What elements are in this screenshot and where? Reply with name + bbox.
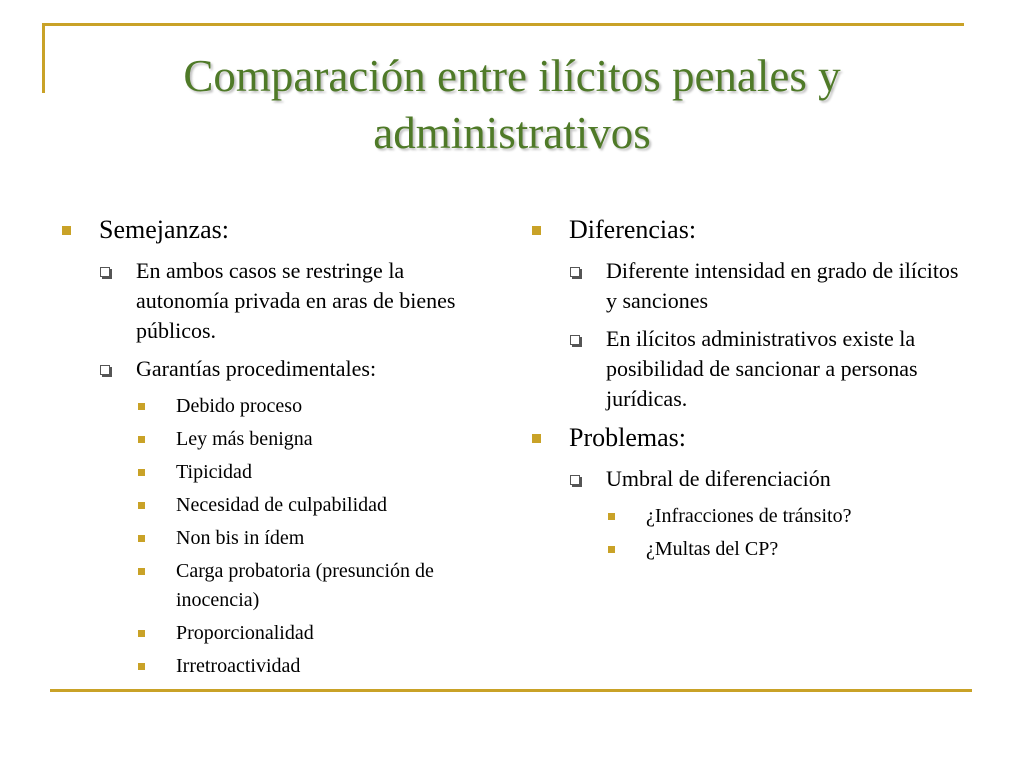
heading-diferencias: Diferencias: [569,215,697,244]
heading-problemas: Problemas: [569,423,686,452]
hollow-square-bullet-icon [570,267,580,277]
hollow-square-bullet-icon [570,475,580,485]
list-item-text: Irretroactividad [176,655,301,677]
bullet-semejanzas [62,214,492,246]
frame-top-line [42,23,964,26]
list-item [608,535,972,564]
list-item [138,425,492,454]
hollow-square-bullet-icon [100,365,110,375]
sub-bullet-intensidad [570,256,972,316]
square-bullet-icon [608,546,615,553]
bullet-diferencias [532,214,972,246]
square-bullet-icon [138,403,145,410]
bullet-problemas [532,422,972,454]
sub-bullet-text: Diferente intensidad en grado de ilícitos y sanciones [606,258,959,313]
list-item-text: Necesidad de culpabilidad [176,494,388,516]
list-item-text: Ley más benigna [176,428,313,450]
square-bullet-icon [532,226,541,235]
list-item-text: ¿Infracciones de tránsito? [646,505,852,527]
hollow-square-bullet-icon [570,335,580,345]
square-bullet-icon [138,663,145,670]
list-item [138,524,492,553]
list-item [138,557,492,615]
square-bullet-icon [532,434,541,443]
list-item-text: Tipicidad [176,461,252,483]
list-item-text: Carga probatoria (presunción de inocencia) [176,560,434,611]
sub-bullet-text: Umbral de diferenciación [606,466,831,491]
list-item-text: Proporcionalidad [176,622,314,644]
sub-bullet-autonomia [100,256,492,346]
square-bullet-icon [138,535,145,542]
list-item [138,458,492,487]
square-bullet-icon [138,630,145,637]
sub-bullet-umbral [570,464,972,494]
list-item [138,491,492,520]
sub-bullet-text: Garantías procedimentales: [136,356,377,381]
list-item [138,652,492,681]
sub-bullet-garantias [100,354,492,384]
square-bullet-icon [138,568,145,575]
sub-bullet-personas-juridicas [570,324,972,414]
sub-bullet-text: En ambos casos se restringe la autonomía privada en aras de bienes públicos. [136,258,456,343]
frame-bottom-line [50,689,972,692]
slide-title: Comparación entre ilícitos penales y administrativos [183,51,841,158]
list-item [608,502,972,531]
square-bullet-icon [138,502,145,509]
square-bullet-icon [62,226,71,235]
square-bullet-icon [138,436,145,443]
heading-semejanzas: Semejanzas: [99,215,229,244]
frame-left-line [42,23,45,93]
list-item-text: Debido proceso [176,395,303,417]
square-bullet-icon [608,513,615,520]
square-bullet-icon [138,469,145,476]
sub-bullet-text: En ilícitos administrativos existe la posibilidad de sancionar a personas jurídicas. [606,326,918,411]
left-column [62,214,492,685]
list-item-text: ¿Multas del CP? [646,538,779,560]
right-column [532,214,972,568]
list-item [138,619,492,648]
list-item [138,392,492,421]
list-item-text: Non bis in ídem [176,527,305,549]
hollow-square-bullet-icon [100,267,110,277]
